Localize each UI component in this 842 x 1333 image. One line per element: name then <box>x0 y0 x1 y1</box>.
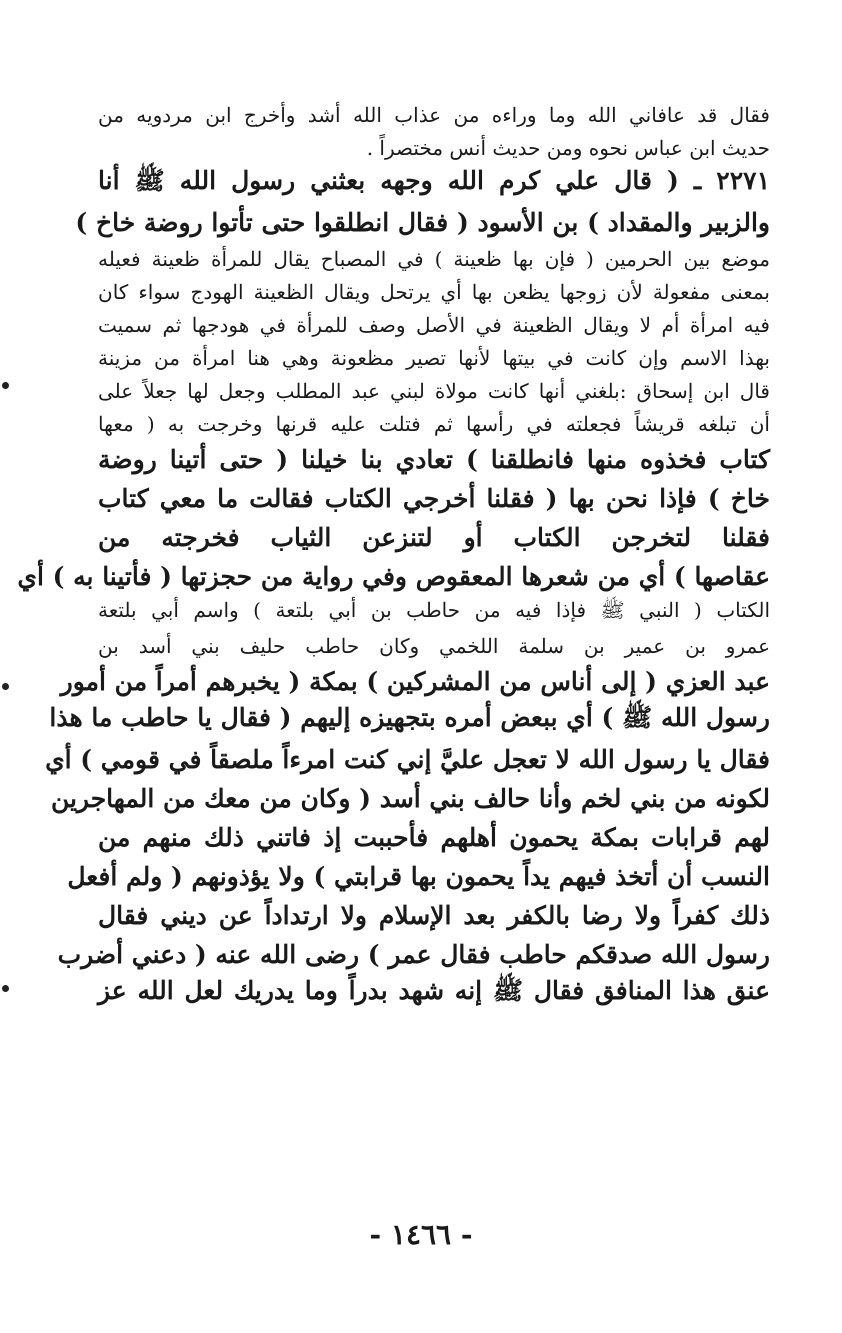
text-line <box>98 242 770 275</box>
text-line <box>98 440 770 479</box>
line-text: عمرو بن عمير بن سلمة اللخمي وكان حاطب حليف بني أسد بن <box>98 633 770 658</box>
line-text: عقاصها ) أي من شعرها المعقوص وفي رواية من حجزتها ( فأتينا به ) أي <box>17 562 770 591</box>
scan-mark <box>2 683 9 690</box>
scan-mark <box>2 985 9 992</box>
line-text: الكتاب ( النبي ﷺ فإذا فيه من حاطب بن أبي بلتعة ) واسم أبي بلتعة <box>98 598 770 622</box>
line-text: خاخ ) فإذا نحن بها ( فقلنا أخرجي الكتاب فقالت ما معي كتاب <box>98 484 770 513</box>
text-line <box>98 275 770 308</box>
line-text: بهذا الاسم وإن كانت في بيتها لأنها تصير مظعونة وهي هنا امرأة من مزينة <box>98 345 770 370</box>
line-text: قال ابن إسحاق :بلغني أنها كانت مولاة لبني عبد المطلب وجعل لها جعلاً على <box>98 378 770 403</box>
text-line <box>98 974 770 1013</box>
line-text: فقلنا لتخرجن الكتاب أو لتنزعن الثياب فخرجته من <box>98 523 770 552</box>
line-text: النسب أن أتخذ فيهم يداً يحمون بها قرابتي ) ولا يؤذونهم ( ولم أفعل <box>67 862 770 891</box>
text-line <box>98 131 770 164</box>
line-text: ذلك كفراً ولا رضا بالكفر بعد الإسلام ولا ارتداداً عن ديني فقال <box>98 901 770 930</box>
text-line <box>98 518 770 557</box>
text-line <box>98 818 770 857</box>
text-line <box>17 557 770 596</box>
hadith-heading-line <box>98 164 770 203</box>
line-text: كتاب فخذوه منها فانطلقنا ) تعادي بنا خيلنا ( حتى أتينا روضة <box>98 445 770 474</box>
text-line <box>98 479 770 518</box>
text-line <box>75 203 770 242</box>
text-line <box>98 98 770 131</box>
text-line <box>60 662 770 701</box>
line-text: لكونه من بني لخم وأنا حالف بني أسد ( وكان من معك من المهاجرين <box>50 784 770 813</box>
text-line <box>57 935 770 974</box>
text-line <box>98 341 770 374</box>
line-text: رسول الله صدقكم حاطب فقال عمر ) رضى الله عنه ( دعني أضرب <box>57 940 770 969</box>
text-line <box>45 740 770 779</box>
text-line <box>98 407 770 440</box>
line-text: حديث ابن عباس نحوه ومن حديث أنس مختصراً . <box>366 135 770 160</box>
page-body-text <box>17 98 770 1013</box>
line-text: والزبير والمقداد ) بن الأسود ( فقال انطلقوا حتى تأتوا روضة خاخ ) <box>75 208 770 237</box>
line-text: لهم قرابات بمكة يحمون أهلهم فأحببت إذ فاتني ذلك منهم من <box>98 823 770 852</box>
line-text: بمعنى مفعولة لأن زوجها يظعن بها أي يرتحل ويقال الظعينة الهودج سواء كان <box>98 279 770 304</box>
text-line <box>49 701 770 740</box>
line-text: رسول الله ﷺ ) أي ببعض أمره بتجهيزه إليهم ( فقال يا حاطب ما هذا <box>49 703 770 732</box>
text-line <box>98 596 770 629</box>
line-text: أن تبلغه قريشاً فجعلته في رأسها ثم فتلت عليه قرنها وخرجت به ( معها <box>98 411 770 436</box>
text-line <box>67 857 770 896</box>
text-line <box>98 308 770 341</box>
text-line <box>50 779 770 818</box>
line-text: عنق هذا المنافق فقال ﷺ إنه شهد بدراً وما يدريك لعل الله عز <box>98 976 770 1005</box>
page-number: - ١٤٦٦ - <box>369 1218 473 1251</box>
text-line <box>98 896 770 935</box>
line-text: ٢٢٧١ ـ ( قال علي كرم الله وجهه بعثني رسول الله ﷺ أنا <box>98 166 770 195</box>
line-text: عبد العزي ( إلى أناس من المشركين ) بمكة ( يخبرهم أمراً من أمور <box>60 667 770 696</box>
line-text: فقال قد عافاني الله وما وراءه من عذاب الله أشد وأخرج ابن مردويه من <box>98 102 770 127</box>
text-line <box>98 374 770 407</box>
line-text: موضع بين الحرمين ( فإن بها ظعينة ) في المصباح يقال للمرأة ظعينة فعيله <box>98 246 770 271</box>
scan-mark <box>2 382 9 389</box>
text-line <box>98 629 770 662</box>
line-text: فيه امرأة أم لا ويقال الظعينة في الأصل وصف للمرأة في هودجها ثم سميت <box>98 312 770 337</box>
line-text: فقال يا رسول الله لا تعجل عليَّ إني كنت امرءاً ملصقاً في قومي ) أي <box>45 745 770 774</box>
